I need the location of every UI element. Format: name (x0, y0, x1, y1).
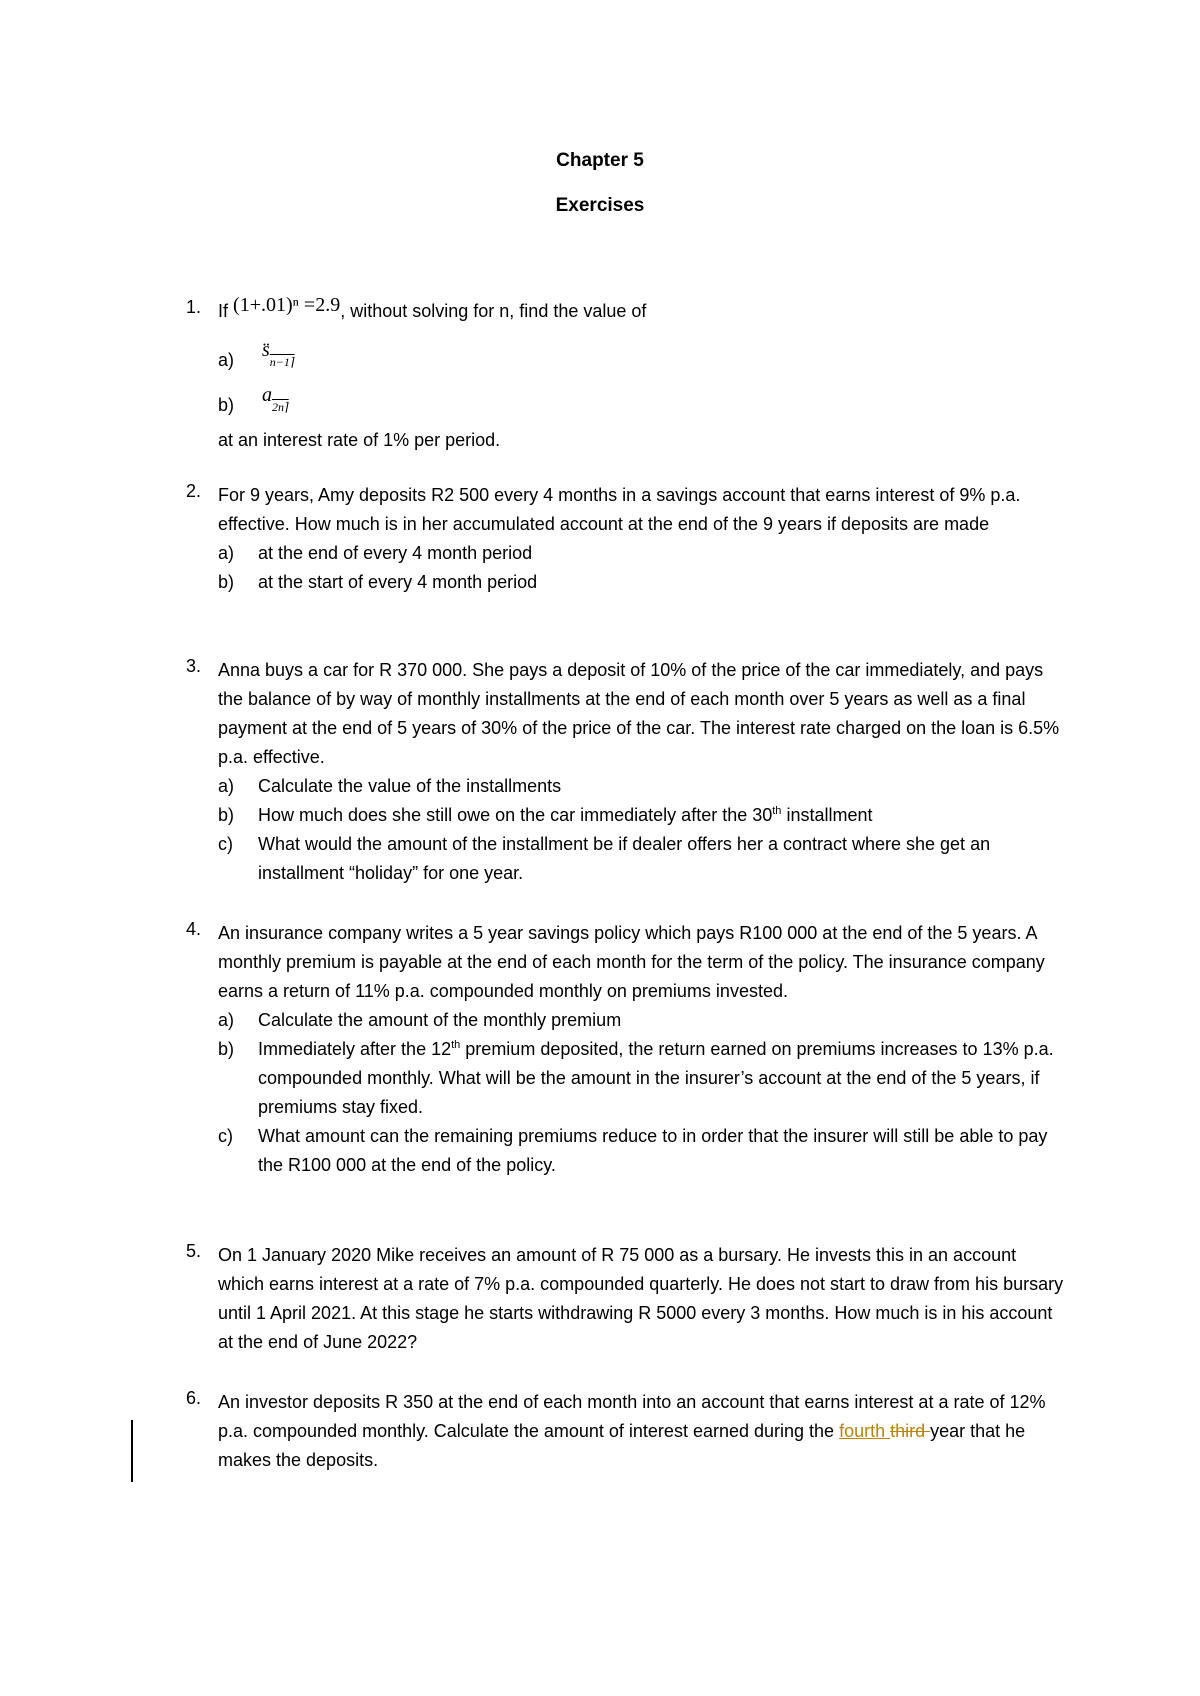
q3-sub-c (186, 830, 1066, 888)
q6-text-post: year that he makes the deposits. (218, 1421, 1026, 1470)
question-3 (186, 656, 1066, 888)
q1-if: If (218, 301, 229, 321)
sub-label: b) (218, 395, 235, 415)
sub-text: Calculate the amount of the monthly premium (258, 1010, 622, 1030)
sub-label: b) (218, 572, 235, 592)
superscript: th (451, 1039, 461, 1051)
q1-formula: (1+.01)ⁿ =2.9 (233, 294, 341, 316)
q1-a-subscript: n−1⌉ (269, 355, 295, 369)
question-6 (186, 1388, 1066, 1475)
question-number: 2. (186, 481, 202, 501)
sub-text-post: installment (781, 805, 873, 825)
sub-label: a) (218, 776, 235, 796)
sub-text: Calculate the value of the installments (258, 776, 562, 796)
superscript: th (772, 805, 782, 817)
q2-sub-a (186, 539, 1066, 568)
q3-text: Anna buys a car for R 370 000. She pays a deposit of 10% of the price of the car immediately, and pays the balance of by way of monthly installments at the end of each month over 5 years as well as a final payment at the end of 5 years of 30% of the price of the car. The interest rate charged on the loan is 6.5% p.a. effective. (218, 660, 1060, 767)
sub-label: a) (218, 543, 235, 563)
sub-text: at the start of every 4 month period (258, 572, 538, 592)
sub-label: a) (218, 350, 235, 370)
q1-b-math: a (262, 384, 272, 406)
sub-text-post: premium deposited, the return earned on premiums increases to 13% p.a. compounded monthly. What will be the amount in the insurer’s account at the end of the 5 years, if premiums stay fixed. (258, 1039, 1054, 1117)
q1-b-subscript: 2n⌉ (272, 400, 289, 414)
question-number: 4. (186, 919, 202, 939)
sub-text-pre: How much does she still owe on the car immediately after the 30 (258, 805, 773, 825)
q4-sub-b (186, 1035, 1066, 1122)
q1-tail: at an interest rate of 1% per period. (218, 430, 501, 450)
sub-label: c) (218, 1126, 233, 1146)
q1-a-math: s̈ (262, 339, 270, 361)
q6-text-pre: An investor deposits R 350 at the end of each month into an account that earns interest at a rate of 12% p.a. compounded monthly. Calculate the amount of interest earned during the (218, 1392, 1046, 1441)
page-subtitle: Exercises (555, 195, 645, 216)
sub-label: c) (218, 834, 233, 854)
sub-label: b) (218, 1039, 235, 1059)
sub-text: What would the amount of the installment be if dealer offers her a contract where she get an installment “holiday” for one year. (258, 834, 991, 883)
q1-sub-a (186, 339, 1066, 377)
sub-label: a) (218, 1010, 235, 1030)
question-4 (186, 919, 1066, 1180)
question-number: 5. (186, 1241, 202, 1261)
q1-text: , without solving for n, find the value of (340, 301, 647, 321)
q5-text: On 1 January 2020 Mike receives an amount of R 75 000 as a bursary. He invests this in an account which earns interest at a rate of 7% p.a. compounded quarterly. He does not start to draw from his bursary until 1 April 2021. At this stage he starts withdrawing R 5000 every 3 months. How much is in his account at the end of June 2022? (218, 1245, 1064, 1352)
question-number: 1. (186, 297, 202, 317)
q2-sub-b (186, 568, 1066, 597)
question-number: 6. (186, 1388, 202, 1408)
question-1 (186, 294, 1066, 455)
page-title: Chapter 5 (556, 150, 644, 171)
q4-sub-c (186, 1122, 1066, 1180)
sub-text: What amount can the remaining premiums reduce to in order that the insurer will still be able to pay the R100 000 at the end of the policy. (258, 1126, 1048, 1175)
question-5 (186, 1241, 1066, 1357)
q2-text: For 9 years, Amy deposits R2 500 every 4 months in a savings account that earns interest of 9% p.a. effective. How much is in her accumulated account at the end of the 9 years if deposits are made (218, 485, 1021, 534)
sub-text: at the end of every 4 month period (258, 543, 533, 563)
question-2 (186, 481, 1066, 597)
q1-sub-b (186, 384, 1066, 422)
sub-label: b) (218, 805, 235, 825)
q4-sub-a (186, 1006, 1066, 1035)
q4-text: An insurance company writes a 5 year savings policy which pays R100 000 at the end of the 5 years. A monthly premium is payable at the end of each month for the term of the policy. The insurance company earns a return of 11% p.a. compounded monthly on premiums invested. (218, 923, 1045, 1001)
tracked-deletion: third (890, 1421, 931, 1441)
q3-sub-a (186, 772, 1066, 801)
sub-text-pre: Immediately after the 12 (258, 1039, 452, 1059)
question-number: 3. (186, 656, 202, 676)
track-change-bar (131, 1420, 133, 1482)
q3-sub-b (186, 801, 1066, 830)
tracked-insertion: fourth (839, 1421, 891, 1441)
